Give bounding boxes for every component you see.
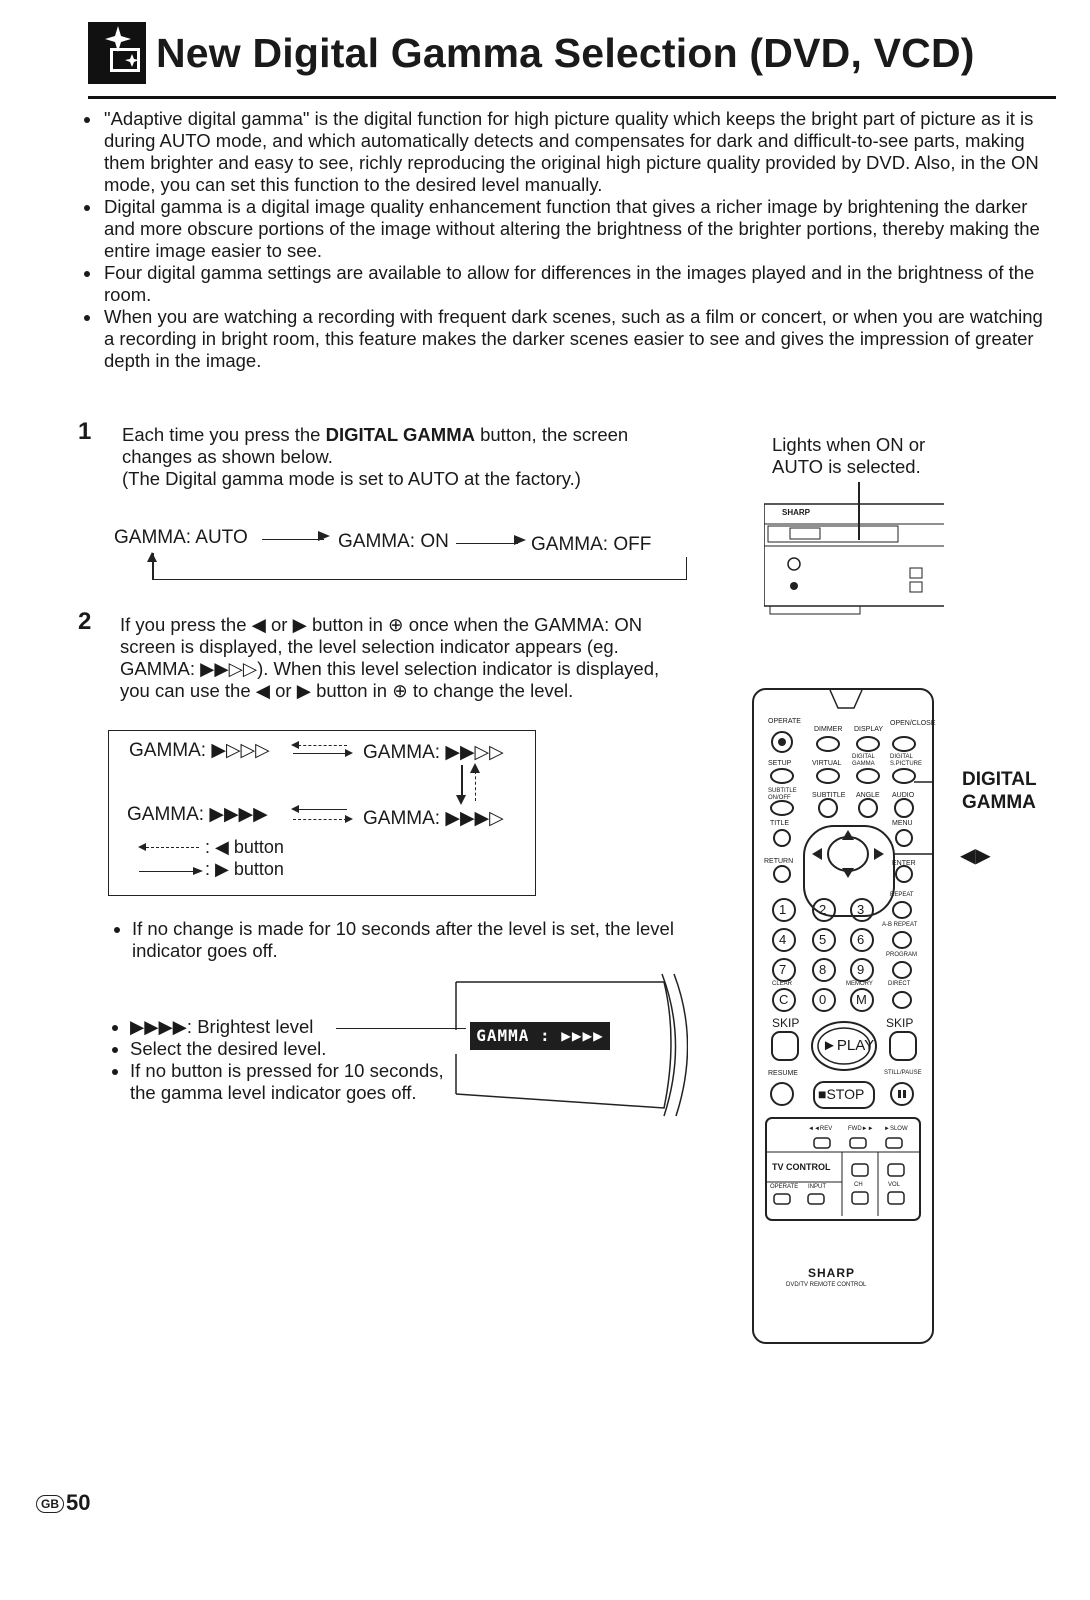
cycle-arrow-1 bbox=[262, 539, 324, 540]
device-callout-line: Lights when ON or AUTO is selected. bbox=[772, 434, 926, 477]
level-1-label: GAMMA: ▶▷▷▷ bbox=[129, 740, 270, 761]
remote-label-display: DISPLAY bbox=[854, 726, 884, 733]
remote-label-clear: CLEAR bbox=[772, 981, 793, 987]
cycle-auto: GAMMA: AUTO bbox=[114, 527, 248, 548]
remote-label-skip-right: SKIP bbox=[886, 1016, 914, 1030]
level-4-label: GAMMA: ▶▶▶▶ bbox=[127, 804, 268, 825]
remote-label-tv-vol: VOL bbox=[888, 1182, 901, 1188]
remote-digit-0: 0 bbox=[819, 992, 827, 1007]
level-arrow-right-1 bbox=[293, 753, 347, 754]
remote-digit-7: 7 bbox=[779, 962, 787, 977]
timeout-note-item: • If no change is made for 10 seconds after the level is set, the level indicator goes off. bbox=[132, 918, 676, 962]
remote-digit-c: C bbox=[779, 992, 789, 1007]
step-1-text bbox=[122, 424, 702, 490]
step-1-text-pre: Each time you press the bbox=[122, 424, 326, 445]
legend-solid-arrow bbox=[139, 871, 195, 872]
gamma-osd-indicator: GAMMA : ▶▶▶▶ bbox=[470, 1022, 610, 1050]
level-arrowhead-left-1 bbox=[291, 741, 299, 749]
intro-bullet-3: • Four digital gamma settings are available to allow for differences in the images played and in the brightness of the room. bbox=[102, 262, 1046, 306]
remote-label-tv-control: TV CONTROL bbox=[772, 1162, 831, 1172]
remote-label-return: RETURN bbox=[764, 858, 794, 865]
digital-gamma-callout-label: DIGITAL GAMMA bbox=[962, 769, 1037, 813]
remote-digit-4: 4 bbox=[779, 932, 787, 947]
remote-label-digital-gamma: DIGITAL GAMMA bbox=[852, 754, 875, 767]
legend-dashed-arrow bbox=[141, 847, 199, 848]
page-number-value: 50 bbox=[66, 1490, 91, 1515]
remote-label-virtual: VIRTUAL bbox=[812, 760, 842, 767]
remote-label-repeat: REPEAT bbox=[890, 892, 914, 898]
level-2-label: GAMMA: ▶▶▷▷ bbox=[363, 742, 504, 763]
cycle-arrowhead-1 bbox=[318, 531, 330, 541]
level-arrowhead-up bbox=[470, 763, 480, 773]
arrow-buttons-callout-label: ◀▶ bbox=[960, 843, 991, 867]
level-arrowhead-left-2 bbox=[291, 805, 299, 813]
step-1-text-bold: DIGITAL GAMMA bbox=[325, 424, 475, 445]
remote-digit-1: 1 bbox=[779, 902, 787, 917]
remote-label-angle: ANGLE bbox=[856, 792, 880, 799]
remote-label-still-pause: STILL/PAUSE bbox=[884, 1070, 922, 1076]
remote-label-open-close: OPEN/CLOSE bbox=[890, 720, 936, 727]
remote-model: DVD/TV REMOTE CONTROL bbox=[786, 1282, 867, 1288]
remote-label-resume: RESUME bbox=[768, 1070, 798, 1077]
remote-label-operate: OPERATE bbox=[768, 718, 801, 725]
intro-bullet-2: • Digital gamma is a digital image quality enhancement function that gives a richer image by brightening the darker and more obscure portions of the image without altering the brightness of the brighter portions, thereby making the entire image easier to see. bbox=[102, 196, 1046, 262]
remote-label-tv-ch: CH bbox=[854, 1182, 863, 1188]
remote-label-subtitle-onoff: SUBTITLE ON/OFF bbox=[768, 788, 797, 801]
legend-right-label: : ▶ button bbox=[205, 859, 284, 879]
cycle-on: GAMMA: ON bbox=[338, 531, 449, 552]
legend-dashed-arrowhead bbox=[138, 843, 146, 851]
intro-bullets bbox=[86, 108, 1046, 372]
remote-label-menu: MENU bbox=[892, 820, 913, 827]
step-1-text-post: button, the screen changes as shown below. bbox=[122, 424, 629, 467]
remote-label-slow: ►SLOW bbox=[884, 1126, 908, 1132]
device-callout-text bbox=[772, 434, 942, 478]
remote-label-memory: MEMORY bbox=[846, 981, 873, 987]
sparkle-tv-icon bbox=[88, 22, 146, 84]
remote-digit-3: 3 bbox=[857, 902, 865, 917]
level-arrow-down bbox=[461, 765, 463, 799]
remote-label-subtitle: SUBTITLE bbox=[812, 792, 846, 799]
level-arrowhead-right-1 bbox=[345, 749, 353, 757]
legend-left-label: : ◀ button bbox=[205, 837, 284, 857]
remote-label-digital-spicture: DIGITAL S.PICTURE bbox=[890, 754, 923, 767]
region-badge: GB bbox=[36, 1495, 64, 1513]
cycle-arrowhead-2 bbox=[514, 535, 526, 545]
page-title: New Digital Gamma Selection (DVD, VCD) bbox=[156, 30, 975, 76]
remote-label-rev: ◄◄REV bbox=[808, 1126, 833, 1132]
cycle-return-line bbox=[152, 557, 687, 580]
brightest-select: • Select the desired level. bbox=[130, 1038, 454, 1060]
level-3-label: GAMMA: ▶▶▶▷ bbox=[363, 808, 504, 829]
step-2-text: If you press the ◀ or ▶ button in ⊕ once when the GAMMA: ON screen is displayed, the level selection indicator appears (eg. GAMMA: ▶▶▷▷). When this level selection indicator is displayed, you can use the ◀ or ▶ button in ⊕ to change the level. bbox=[120, 614, 660, 701]
remote-brand: SHARP bbox=[808, 1266, 856, 1280]
step-1-note: (The Digital gamma mode is set to AUTO at the factory.) bbox=[122, 468, 581, 489]
level-selection-diagram bbox=[108, 730, 536, 896]
device-brand: SHARP bbox=[782, 508, 811, 517]
legend-solid-arrowhead bbox=[193, 867, 203, 875]
timeout-note bbox=[116, 918, 676, 962]
intro-bullet-1: • "Adaptive digital gamma" is the digital function for high picture quality which keeps the bright part of picture as it is during AUTO mode, and which automatically detects and compensates for dark and difficult-to-see parts, making them brighter and easy to see, richly reproducing the original high picture quality provided by DVD. Also, in the ON mode, you can set this function to the desired level manually. bbox=[102, 108, 1046, 196]
cycle-return-arrowhead bbox=[147, 552, 157, 562]
title-divider bbox=[88, 96, 1056, 99]
level-arrowhead-right-2 bbox=[345, 815, 353, 823]
cycle-off: GAMMA: OFF bbox=[531, 534, 652, 555]
brightest-timeout: • If no button is pressed for 10 seconds, the gamma level indicator goes off. bbox=[130, 1060, 454, 1104]
dvd-player-front-panel bbox=[764, 502, 944, 616]
remote-label-tv-operate: OPERATE bbox=[770, 1184, 799, 1190]
level-arrow-left-1 bbox=[293, 745, 347, 746]
step-2-number: 2 bbox=[78, 608, 92, 635]
level-arrow-left-2 bbox=[293, 809, 347, 810]
remote-label-direct: DIRECT bbox=[888, 981, 911, 987]
remote-digit-2: 2 bbox=[819, 902, 827, 917]
remote-digit-8: 8 bbox=[819, 962, 827, 977]
remote-digit-5: 5 bbox=[819, 932, 827, 947]
remote-digit-m: M bbox=[856, 992, 867, 1007]
intro-bullet-4: • When you are watching a recording with frequent dark scenes, such as a film or concert, or when you are watching a recording in bright room, this feature makes the darker scenes easier to see and gives the impression of greater depth in the image. bbox=[102, 306, 1046, 372]
remote-label-skip-left: SKIP bbox=[772, 1016, 800, 1030]
brightest-label: • ▶▶▶▶: Brightest level bbox=[130, 1016, 454, 1038]
remote-label-tv-input: INPUT bbox=[808, 1184, 826, 1190]
remote-label-fwd: FWD►► bbox=[848, 1126, 874, 1132]
remote-label-setup: SETUP bbox=[768, 760, 792, 767]
level-arrow-right-2 bbox=[293, 819, 347, 820]
remote-label-audio: AUDIO bbox=[892, 792, 915, 799]
brightest-leader-line bbox=[336, 1028, 466, 1029]
page-number bbox=[36, 1490, 90, 1516]
remote-label-title: TITLE bbox=[770, 820, 790, 827]
step-1-number: 1 bbox=[78, 418, 92, 445]
level-arrow-up bbox=[475, 771, 476, 801]
remote-label-dimmer: DIMMER bbox=[814, 726, 843, 733]
remote-control bbox=[752, 688, 934, 1344]
remote-digit-6: 6 bbox=[857, 932, 865, 947]
remote-label-program: PROGRAM bbox=[886, 952, 918, 958]
level-arrowhead-down bbox=[456, 795, 466, 805]
remote-label-enter: ENTER bbox=[892, 860, 916, 867]
remote-label-ab-repeat: A-B REPEAT bbox=[882, 922, 918, 928]
remote-digit-9: 9 bbox=[857, 962, 865, 977]
remote-play-button-label: ►PLAY bbox=[822, 1037, 875, 1054]
cycle-arrow-2 bbox=[456, 543, 518, 544]
remote-stop-button-label: ■STOP bbox=[818, 1086, 865, 1102]
brightest-notes bbox=[114, 1016, 454, 1104]
